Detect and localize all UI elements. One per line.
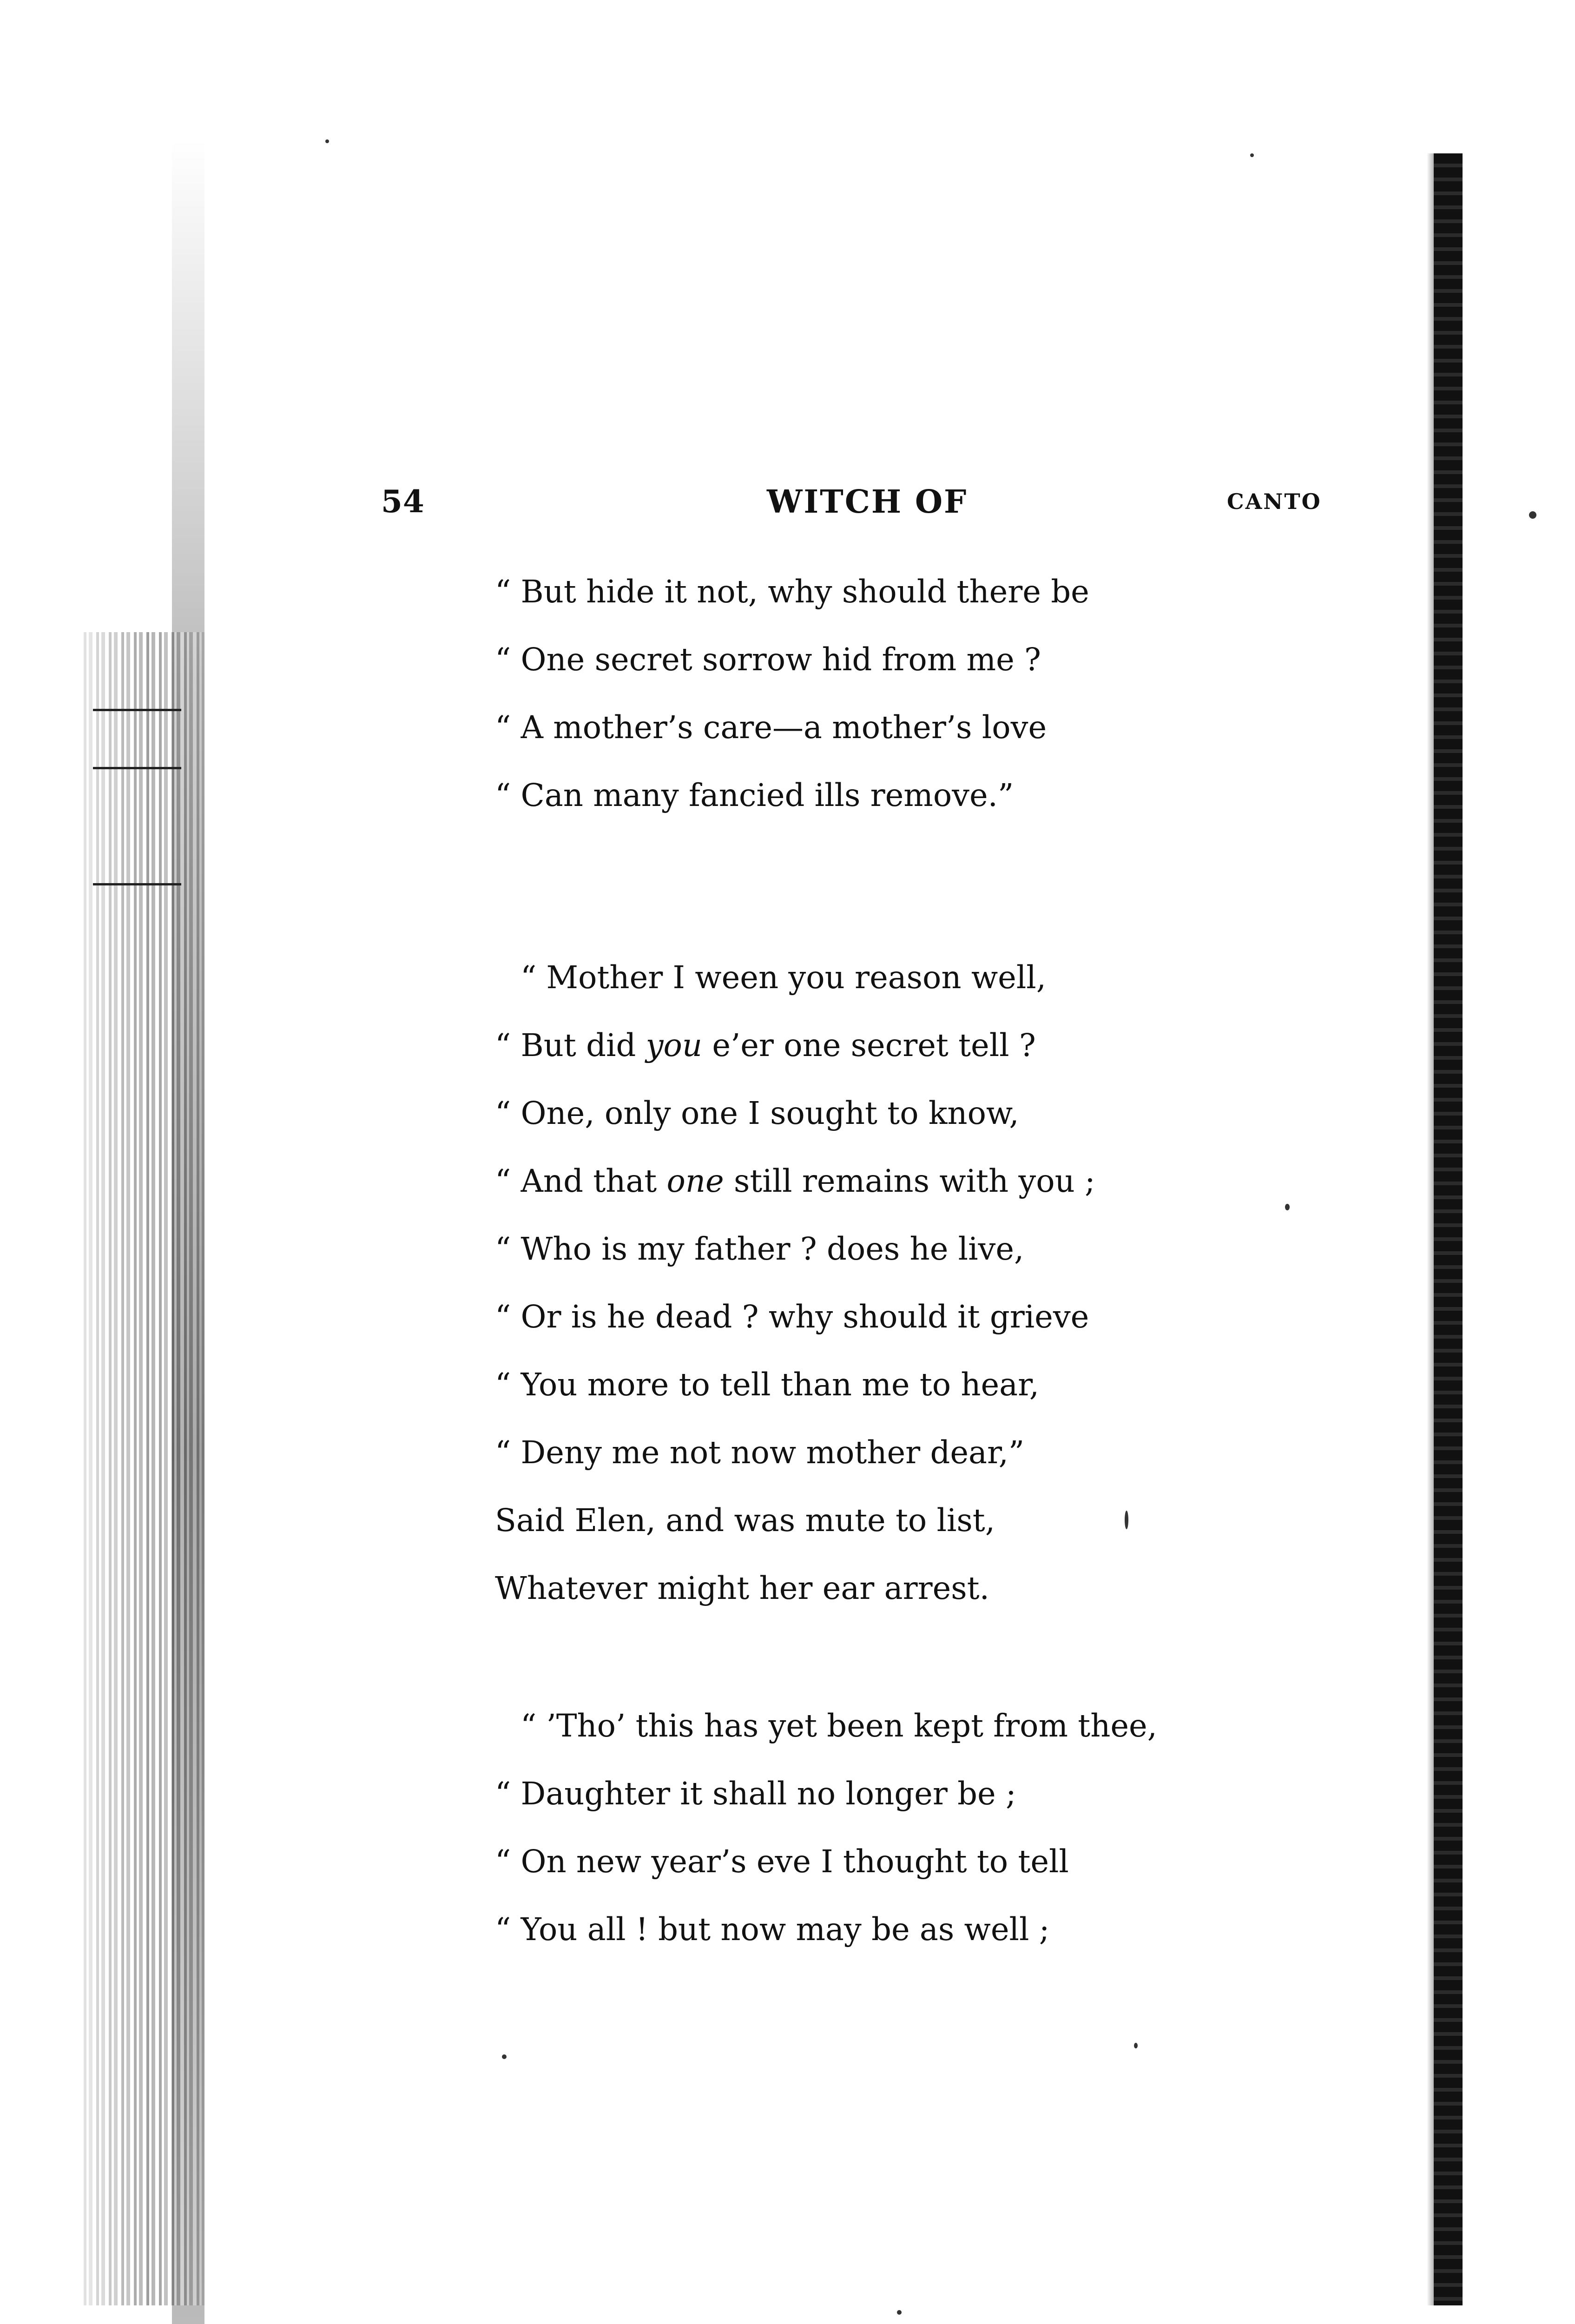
gutter-rule	[93, 767, 181, 769]
scan-speck	[1529, 511, 1536, 519]
verse-line: “ On new year’s eve I thought to tell	[495, 1843, 1069, 1880]
running-title: WITCH OF	[767, 483, 968, 521]
gutter-rule	[93, 709, 181, 711]
scan-speck	[1250, 153, 1254, 157]
verse-line: “ Or is he dead ? why should it grieve	[495, 1299, 1089, 1335]
page-edge-bar	[1434, 153, 1463, 2305]
scan-speck	[502, 2054, 507, 2059]
verse-line: “ One, only one I sought to know,	[495, 1095, 1019, 1131]
verse-line: “ Who is my father ? does he live,	[495, 1231, 1024, 1267]
verse-line: “ Deny me not now mother dear,”	[495, 1434, 1025, 1471]
verse-line: “ And that one still remains with you ;	[495, 1163, 1095, 1199]
verse-line: “ Mother I ween you reason well,	[521, 959, 1046, 996]
verse-line: Whatever might her ear arrest.	[495, 1570, 989, 1606]
verse-line: Said Elen, and was mute to list,	[495, 1502, 995, 1538]
verse-line: “ You all ! but now may be as well ;	[495, 1911, 1050, 1948]
stanza	[495, 944, 1095, 1622]
verse-line: “ But did you e’er one secret tell ?	[495, 1027, 1036, 1063]
page-number: 54	[381, 483, 425, 520]
emphasized-word: one	[666, 1163, 724, 1199]
verse-line: “ Daughter it shall no longer be ;	[495, 1776, 1016, 1812]
gutter-rule	[93, 883, 181, 885]
verse-line: “ But hide it not, why should there be	[495, 574, 1089, 610]
verse-line: “ One secret sorrow hid from me ?	[495, 641, 1041, 678]
scan-speck	[1125, 1511, 1128, 1529]
scan-speck	[1134, 2043, 1138, 2048]
verse-line: “ A mother’s care—a mother’s love	[495, 709, 1047, 746]
scan-speck	[897, 2310, 902, 2315]
verse-line: “ Can many fancied ills remove.”	[495, 777, 1014, 813]
section-label: CANTO	[1227, 489, 1322, 514]
verse-line: “ You more to tell than me to hear,	[495, 1367, 1040, 1403]
scan-speck	[325, 139, 329, 143]
stanza	[495, 1692, 1157, 1963]
emphasized-word: you	[646, 1027, 703, 1063]
scan-speck	[1285, 1204, 1290, 1210]
verse-line: “ ’Tho’ this has yet been kept from thee,	[521, 1708, 1157, 1744]
stanza	[495, 558, 1089, 829]
